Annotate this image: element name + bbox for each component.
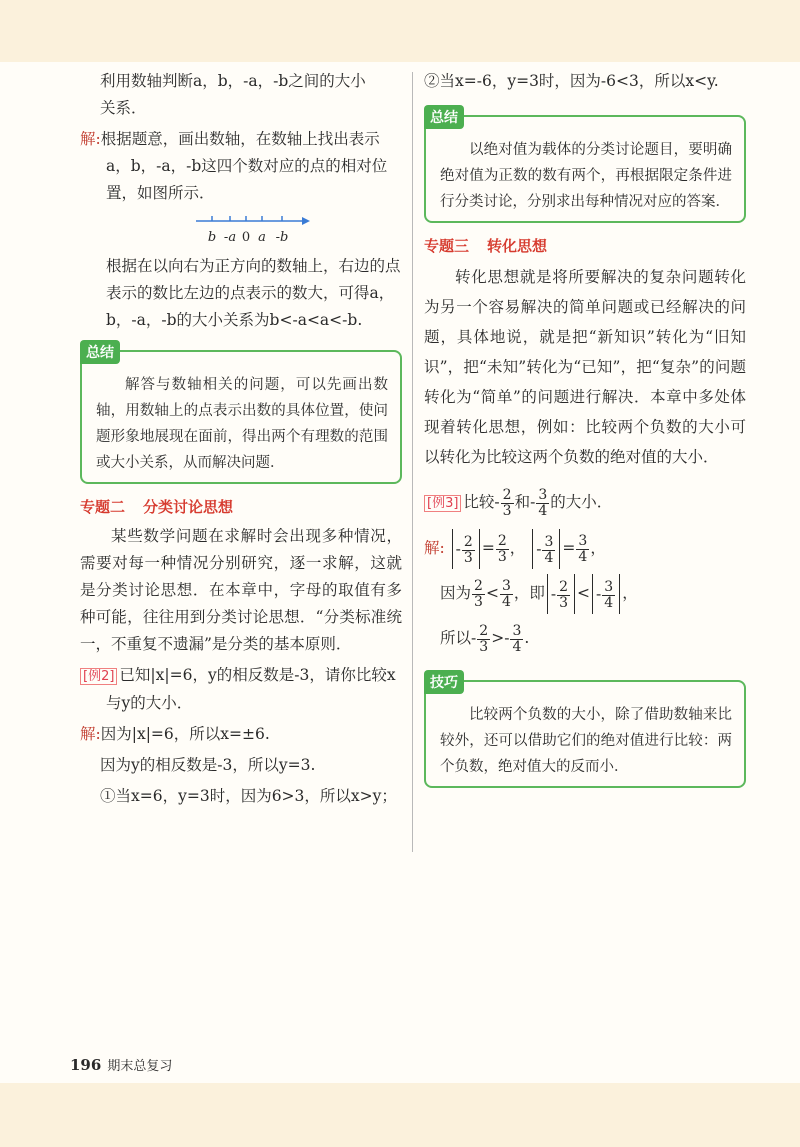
topic-3-text: 转化思想就是将所要解决的复杂问题转化为另一个容易解决的简单问题或已经解决的问题，具体地说，就是把“新知识”转化为“旧知识”，把“未知”转化为“已知”，把“复杂”的问题转化为“简单”的问题进行解决．本章中多处体现着转化思想，例如：比较两个负数的大小可以转化为比较这两个负数的绝对值的大小． bbox=[424, 268, 746, 466]
less-than: < bbox=[485, 584, 499, 602]
less-than: < bbox=[577, 584, 591, 602]
left-column bbox=[80, 68, 402, 810]
numerator: 2 bbox=[463, 533, 473, 550]
numerator: 2 bbox=[474, 577, 483, 594]
fraction bbox=[576, 534, 589, 565]
namely: ，即 bbox=[513, 584, 545, 602]
example-3-post: 的大小． bbox=[550, 493, 613, 511]
denominator: 4 bbox=[512, 638, 522, 655]
fraction bbox=[557, 580, 570, 611]
fraction bbox=[496, 534, 509, 565]
numerator: 3 bbox=[544, 533, 554, 550]
example-2-text: 已知|x|=6，y的相反数是-3，请你比较x与y的大小． bbox=[106, 666, 396, 712]
denominator: 3 bbox=[497, 548, 507, 565]
denominator: 4 bbox=[538, 502, 548, 519]
minus: - bbox=[596, 585, 602, 603]
comma: ， bbox=[509, 539, 526, 557]
solution-1 bbox=[80, 126, 402, 207]
fraction-2-3 bbox=[501, 488, 514, 519]
section-name: 期末总复习 bbox=[107, 1059, 173, 1074]
equals: = bbox=[562, 539, 576, 557]
topic-2-text: 某些数学问题在求解时会出现多种情况，需要对每一种情况分别研究，逐一求解，这就是分类讨论思想．在本章中，字母的取值有多种可能，往往用到分类讨论思想．“分类标准统一，不重复不遗漏”是分类的基本原则． bbox=[80, 527, 402, 653]
fraction bbox=[472, 579, 485, 610]
summary-box-2 bbox=[424, 110, 746, 223]
fraction bbox=[462, 535, 475, 566]
solution-2-label: 解: bbox=[80, 725, 101, 743]
label-b: b bbox=[207, 230, 217, 245]
conclusion-1: 根据在以向右为正方向的数轴上，右边的点表示的数比左边的点表示的数大，可得a，b，-a，-b的大小关系为b<-a<a<-b. bbox=[106, 257, 401, 329]
solution-3-label: 解: bbox=[424, 539, 445, 557]
numerator: 2 bbox=[479, 622, 489, 639]
solution-text: 根据题意，画出数轴，在数轴上找出表示a，b，-a，-b这四个数对应的点的相对位置，如图所示． bbox=[100, 130, 388, 202]
comma: ， bbox=[622, 584, 638, 602]
denominator: 3 bbox=[479, 638, 489, 655]
label-neg-a: -a bbox=[223, 230, 237, 245]
example-2 bbox=[80, 662, 402, 717]
period: . bbox=[524, 629, 530, 647]
numerator: 2 bbox=[559, 578, 569, 595]
summary-text: 解答与数轴相关的问题，可以先画出数轴，用数轴上的点表示出数的具体位置，使问题形象地展现在面前，得出两个有理数的范围或大小关系，从而解决问题． bbox=[96, 377, 388, 471]
topic-3-heading bbox=[424, 235, 746, 256]
denominator: 4 bbox=[578, 548, 588, 565]
number-line-arrow bbox=[302, 217, 310, 225]
minus: - bbox=[536, 540, 542, 558]
label-a: a bbox=[258, 230, 266, 245]
denominator: 3 bbox=[559, 594, 569, 611]
comma: ， bbox=[590, 539, 606, 557]
topic-2-title: 分类讨论思想 bbox=[143, 498, 234, 516]
example-2-label: [例2] bbox=[80, 668, 117, 685]
numerator: 3 bbox=[501, 577, 511, 594]
tip-tag: 技巧 bbox=[424, 670, 464, 694]
numerator: 3 bbox=[512, 622, 522, 639]
intro-line-1: 利用数轴判断a，b，-a，-b之间的大小 bbox=[100, 72, 366, 90]
case-2: ②当x=-6，y=3时，因为-6<3，所以x<y. bbox=[424, 72, 719, 90]
minus: - bbox=[504, 629, 510, 647]
abs-neg-3-4 bbox=[532, 529, 560, 569]
greater-than: > bbox=[491, 629, 505, 647]
page-number: 196 bbox=[70, 1056, 102, 1074]
label-neg-b: -b bbox=[275, 230, 289, 245]
solution-3-line-1 bbox=[424, 528, 746, 569]
abs-neg-2-3 bbox=[452, 529, 480, 569]
label-zero: 0 bbox=[241, 230, 251, 245]
summary-text-2: 以绝对值为载体的分类讨论题目，要明确绝对值为正数的数有两个，再根据限定条件进行分类讨论，分别求出每种情况对应的答案． bbox=[440, 142, 732, 210]
numerator: 3 bbox=[538, 486, 548, 503]
topic-2-heading bbox=[80, 496, 402, 517]
denominator: 4 bbox=[501, 593, 511, 610]
numerator: 3 bbox=[604, 578, 614, 595]
tip-box bbox=[424, 675, 746, 788]
denominator: 3 bbox=[502, 502, 512, 519]
summary-tag-2: 总结 bbox=[424, 105, 464, 129]
numerator: 2 bbox=[502, 486, 512, 503]
example-3-mid: 和- bbox=[514, 493, 536, 511]
top-band bbox=[0, 0, 800, 62]
numerator: 3 bbox=[578, 532, 588, 549]
topic-3-title: 转化思想 bbox=[487, 237, 548, 255]
minus: - bbox=[455, 540, 461, 558]
denominator: 4 bbox=[544, 549, 554, 566]
right-column bbox=[424, 68, 746, 800]
topic-3-number: 专题三 bbox=[424, 237, 470, 255]
fraction bbox=[500, 579, 513, 610]
number-line bbox=[80, 209, 402, 249]
denominator: 4 bbox=[604, 594, 614, 611]
minus: - bbox=[471, 629, 477, 647]
fraction-3-4 bbox=[536, 488, 549, 519]
abs-neg-2-3 bbox=[547, 574, 575, 614]
equals: = bbox=[481, 539, 495, 557]
topic-2-number: 专题二 bbox=[80, 498, 126, 516]
denominator: 3 bbox=[463, 549, 473, 566]
fraction bbox=[602, 580, 615, 611]
solution-2-text: 因为|x|=6，所以x=±6. bbox=[100, 725, 270, 743]
minus: - bbox=[550, 585, 557, 603]
tip-text: 比较两个负数的大小，除了借助数轴来比较外，还可以借助它们的绝对值进行比较：两个负数，绝对值大的反而小． bbox=[440, 707, 732, 775]
bottom-band bbox=[0, 1083, 800, 1147]
solution-2-line-2: 因为y的相反数是-3，所以y=3. bbox=[100, 756, 316, 774]
solution-label: 解: bbox=[80, 130, 101, 148]
because: 因为 bbox=[440, 584, 472, 602]
solution-3-line-2 bbox=[424, 573, 746, 614]
solution-2-line-3: ①当x=6，y=3时，因为6>3，所以x>y； bbox=[100, 787, 397, 805]
solution-3-line-3 bbox=[424, 618, 746, 658]
number-line-figure bbox=[80, 209, 402, 249]
therefore: 所以 bbox=[440, 629, 472, 647]
summary-box-1 bbox=[80, 345, 402, 484]
numerator: 2 bbox=[497, 532, 507, 549]
example-3 bbox=[424, 482, 746, 524]
abs-neg-3-4 bbox=[592, 574, 620, 614]
intro-line-2: 关系． bbox=[100, 99, 147, 117]
page-footer bbox=[70, 1055, 172, 1074]
fraction bbox=[510, 624, 523, 655]
fraction bbox=[477, 624, 490, 655]
example-3-pre: 比较- bbox=[463, 493, 500, 511]
denominator: 3 bbox=[474, 593, 483, 610]
summary-tag: 总结 bbox=[80, 340, 120, 364]
example-3-label: [例3] bbox=[424, 495, 461, 512]
solution-2-line-1 bbox=[80, 721, 402, 748]
column-divider bbox=[412, 72, 413, 852]
fraction bbox=[542, 535, 555, 566]
